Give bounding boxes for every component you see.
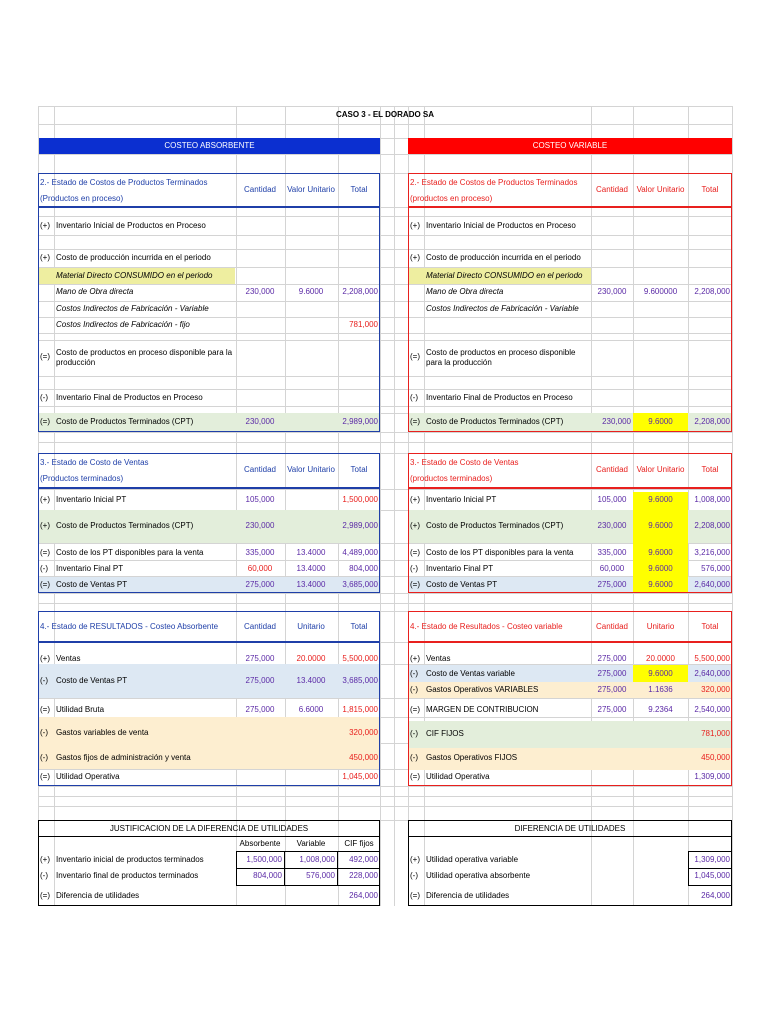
s2r-sign: (-) xyxy=(410,393,418,402)
s3r-label: Costo de Productos Terminados (CPT) xyxy=(426,521,564,530)
s2r-label: Costo de productos en proceso disponible para la producción xyxy=(426,348,576,367)
s4r-label: MARGEN DE CONTRIBUCION xyxy=(426,705,539,714)
s3l-sign: (+) xyxy=(40,521,50,530)
s4r-total: 2,540,000 xyxy=(694,705,730,714)
banner-absorbente: COSTEO ABSORBENTE xyxy=(39,138,380,154)
s4l-label: Ventas xyxy=(56,654,81,663)
s2l-h-total: Total xyxy=(350,185,368,194)
grid-hline xyxy=(38,124,732,125)
grid-hline xyxy=(38,796,732,797)
dif-label: Utilidad operativa variable xyxy=(426,855,519,864)
s3r-total: 576,000 xyxy=(701,564,730,573)
s3l-sign: (=) xyxy=(40,548,50,557)
s4l-h-total: Total xyxy=(350,622,368,631)
just-cif: 264,000 xyxy=(349,891,378,900)
s4l-label: Costo de Ventas PT xyxy=(56,676,128,685)
s3l-label: Costo de los PT disponibles para la venta xyxy=(56,548,204,557)
s3l-total: 4,489,000 xyxy=(342,548,378,557)
s3r-label: Inventario Final PT xyxy=(426,564,494,573)
s2r-sign: (=) xyxy=(410,352,420,361)
s4r-h-cantidad: Cantidad xyxy=(595,622,629,631)
just-cif: 228,000 xyxy=(349,871,378,880)
s3l-label: Inventario Inicial PT xyxy=(56,495,127,504)
s3l-qty: 60,000 xyxy=(247,564,273,573)
s4l-sign: (-) xyxy=(40,753,48,762)
s3r-total: 2,640,000 xyxy=(694,580,730,589)
s3r-total: 2,208,000 xyxy=(694,521,730,530)
s4l-total: 450,000 xyxy=(349,753,378,762)
s4l-label: Utilidad Bruta xyxy=(56,705,105,714)
grid-hline xyxy=(38,432,732,433)
s2r-qty: 230,000 xyxy=(602,417,631,426)
s2l-label: Costos Indirectos de Fabricación - Variable xyxy=(56,304,209,313)
s2r-title: 2.- Estado de Costos de Productos Terminados xyxy=(410,178,578,187)
s4l-title: 4.- Estado de RESULTADOS - Costeo Absorbente xyxy=(40,622,219,631)
s3l-h-unitario: Valor Unitario xyxy=(287,465,335,474)
dif-sign: (-) xyxy=(410,871,418,880)
s3l-label: Costo de Ventas PT xyxy=(56,580,128,589)
s2r-qty: 230,000 xyxy=(597,287,627,296)
sheet-title: CASO 3 - EL DORADO SA xyxy=(335,110,435,119)
s4r-sign: (-) xyxy=(410,753,418,762)
s3r-subtitle: (productos terminados) xyxy=(410,474,493,483)
just-h-absorbente: Absorbente xyxy=(239,839,281,848)
just-sign: (-) xyxy=(40,871,48,880)
just-var: 576,000 xyxy=(306,871,335,880)
s4r-unit: 20.0000 xyxy=(646,654,675,663)
s4l-unit: 6.6000 xyxy=(298,705,324,714)
s2r-label: Costos Indirectos de Fabricación - Variable xyxy=(426,304,579,313)
s2r-sign: (+) xyxy=(410,221,420,230)
s2l-label: Inventario Inicial de Productos en Proceso xyxy=(56,221,206,230)
s2r-label: Inventario Inicial de Productos en Proceso xyxy=(426,221,576,230)
s4r-sign: (=) xyxy=(410,705,420,714)
s4r-title: 4.- Estado de Resultados - Costeo variable xyxy=(410,622,563,631)
s4r-total: 781,000 xyxy=(701,729,730,738)
dif-label: Utilidad operativa absorbente xyxy=(426,871,531,880)
s4r-sign: (=) xyxy=(410,772,420,781)
s3l-sign: (-) xyxy=(40,564,48,573)
s3r-h-cantidad: Cantidad xyxy=(595,465,629,474)
s4r-total: 320,000 xyxy=(701,685,730,694)
s2r-unit: 9.600000 xyxy=(643,287,678,296)
s3l-qty: 335,000 xyxy=(245,548,275,557)
s4l-total: 1,045,000 xyxy=(342,772,378,781)
s3r-total: 1,008,000 xyxy=(694,495,730,504)
s2l-label: Costo de producción incurrida en el periodo xyxy=(56,253,211,262)
s2l-qty: 230,000 xyxy=(245,417,275,426)
grid-hline xyxy=(38,593,732,594)
s3r-total: 3,216,000 xyxy=(694,548,730,557)
s2r-label: Mano de Obra directa xyxy=(426,287,504,296)
s2l-sign: (+) xyxy=(40,253,50,262)
s2r-label: Material Directo CONSUMIDO en el periodo xyxy=(426,271,583,280)
just-label: Inventario inicial de productos terminados xyxy=(56,855,204,864)
just-title: JUSTIFICACION DE LA DIFERENCIA DE UTILIDADES xyxy=(109,823,309,833)
grid-vline xyxy=(732,106,733,906)
banner-variable: COSTEO VARIABLE xyxy=(408,138,732,154)
s4r-qty: 275,000 xyxy=(597,669,627,678)
dif-total: 1,045,000 xyxy=(694,871,730,880)
s4r-h-unitario: Unitario xyxy=(646,622,675,631)
s2l-label: Inventario Final de Productos en Proceso xyxy=(56,393,203,402)
s3l-unit: 13.4000 xyxy=(296,580,326,589)
s4l-sign: (-) xyxy=(40,728,48,737)
s3r-h-total: Total xyxy=(701,465,719,474)
s2l-sign: (+) xyxy=(40,221,50,230)
s3l-sign: (+) xyxy=(40,495,50,504)
s4l-qty: 275,000 xyxy=(245,654,275,663)
grid-hline xyxy=(38,786,732,787)
s3r-label: Costo de los PT disponibles para la venta xyxy=(426,548,574,557)
s2l-qty: 230,000 xyxy=(245,287,275,296)
s2l-h-unitario: Valor Unitario xyxy=(287,185,335,194)
s2l-label: Mano de Obra directa xyxy=(56,287,134,296)
grid-hline xyxy=(38,154,732,155)
s3r-unit: 9.6000 xyxy=(648,580,673,589)
s3r-sign: (=) xyxy=(410,548,420,557)
just-label: Diferencia de utilidades xyxy=(56,891,140,900)
s2l-total: 2,989,000 xyxy=(342,417,378,426)
s4r-qty: 275,000 xyxy=(597,705,627,714)
s2l-label: Costos Indirectos de Fabricación - fijo xyxy=(56,320,190,329)
s3l-total: 1,500,000 xyxy=(342,495,378,504)
s4r-total: 1,309,000 xyxy=(694,772,730,781)
s4r-qty: 275,000 xyxy=(597,654,627,663)
s2l-sign: (-) xyxy=(40,393,48,402)
s3l-label: Costo de Productos Terminados (CPT) xyxy=(56,521,194,530)
s3r-unit: 9.6000 xyxy=(648,495,673,504)
s3r-sign: (+) xyxy=(410,521,420,530)
s3l-h-total: Total xyxy=(350,465,368,474)
s2l-label: Material Directo CONSUMIDO en el periodo xyxy=(56,271,213,280)
s3r-sign: (=) xyxy=(410,580,420,589)
s3r-unit: 9.6000 xyxy=(648,548,673,557)
s2r-unit: 9.6000 xyxy=(648,417,673,426)
s2l-title: 2.- Estado de Costos de Productos Terminados xyxy=(40,178,208,187)
s4r-unit: 9.2364 xyxy=(648,705,673,714)
s3r-qty: 230,000 xyxy=(597,521,627,530)
s4r-unit: 1.1636 xyxy=(648,685,673,694)
s3l-qty: 105,000 xyxy=(245,495,275,504)
just-h-variable: Variable xyxy=(296,839,326,848)
s3l-title: 3.- Estado de Costo de Ventas xyxy=(40,458,149,467)
grid-hline xyxy=(38,442,732,443)
s2l-label: Costo de Productos Terminados (CPT) xyxy=(56,417,194,426)
s4l-qty: 275,000 xyxy=(245,676,275,685)
s4l-qty: 275,000 xyxy=(245,705,275,714)
dif-label: Diferencia de utilidades xyxy=(426,891,510,900)
s2r-sign: (+) xyxy=(410,253,420,262)
s3r-sign: (-) xyxy=(410,564,418,573)
dif-sign: (+) xyxy=(410,855,420,864)
s2r-total: 2,208,000 xyxy=(694,287,730,296)
dif-sign: (=) xyxy=(410,891,420,900)
s3l-unit: 13.4000 xyxy=(296,548,326,557)
s3r-unit: 9.6000 xyxy=(648,521,673,530)
s2r-h-total: Total xyxy=(701,185,719,194)
just-h-cif: CIF fijos xyxy=(344,839,374,848)
s4r-total: 5,500,000 xyxy=(694,654,730,663)
just-sign: (=) xyxy=(40,891,50,900)
s4l-total: 1,815,000 xyxy=(342,705,378,714)
s2r-sign: (=) xyxy=(410,417,420,426)
grid-hline xyxy=(38,603,732,604)
just-var: 1,008,000 xyxy=(299,855,335,864)
grid-hline xyxy=(38,806,732,807)
s2r-label: Costo de Productos Terminados (CPT) xyxy=(426,417,564,426)
just-label: Inventario final de productos terminados xyxy=(56,871,199,880)
s4l-sign: (=) xyxy=(40,705,50,714)
s4l-unit: 13.4000 xyxy=(296,676,326,685)
s2r-h-unitario: Valor Unitario xyxy=(636,185,685,194)
s3l-label: Inventario Final PT xyxy=(56,564,124,573)
s3r-title: 3.- Estado de Costo de Ventas xyxy=(410,458,519,467)
s2l-unit: 9.6000 xyxy=(298,287,324,296)
dif-total: 264,000 xyxy=(701,891,730,900)
s2l-label: Costo de productos en proceso disponible para la producción xyxy=(56,348,233,367)
s3r-label: Costo de Ventas PT xyxy=(426,580,498,589)
s4r-label: Gastos Operativos FIJOS xyxy=(426,753,518,762)
s4l-unit: 20.0000 xyxy=(296,654,326,663)
s2l-sign: (=) xyxy=(40,417,50,426)
spreadsheet xyxy=(38,106,732,906)
s4r-label: Utilidad Operativa xyxy=(426,772,490,781)
s2l-h-cantidad: Cantidad xyxy=(243,185,277,194)
s3r-sign: (+) xyxy=(410,495,420,504)
s2l-sign: (=) xyxy=(40,352,50,361)
s4r-sign: (-) xyxy=(410,685,418,694)
s3l-sign: (=) xyxy=(40,580,50,589)
s4l-total: 5,500,000 xyxy=(342,654,378,663)
s4r-sign: (-) xyxy=(410,669,418,678)
s4l-sign: (+) xyxy=(40,654,50,663)
s3l-subtitle: (Productos terminados) xyxy=(40,474,124,483)
s4l-sign: (-) xyxy=(40,676,48,685)
s4l-h-unitario: Unitario xyxy=(297,622,325,631)
s3r-label: Inventario Inicial PT xyxy=(426,495,497,504)
s4r-sign: (+) xyxy=(410,654,420,663)
s4r-h-total: Total xyxy=(701,622,719,631)
s3r-h-unitario: Valor Unitario xyxy=(636,465,685,474)
just-abs: 804,000 xyxy=(253,871,282,880)
s2l-total: 2,208,000 xyxy=(342,287,378,296)
s2r-total: 2,208,000 xyxy=(694,417,730,426)
s3l-qty: 230,000 xyxy=(245,521,275,530)
dif-title: DIFERENCIA DE UTILIDADES xyxy=(514,823,626,833)
s4r-total: 450,000 xyxy=(701,753,730,762)
s3l-total: 804,000 xyxy=(349,564,378,573)
s4r-label: Ventas xyxy=(426,654,451,663)
s2r-subtitle: (productos en proceso) xyxy=(410,194,493,203)
s4l-label: Utilidad Operativa xyxy=(56,772,120,781)
s3r-qty: 275,000 xyxy=(597,580,627,589)
s3l-total: 3,685,000 xyxy=(342,580,378,589)
s3l-total: 2,989,000 xyxy=(342,521,378,530)
s4r-label: Gastos Operativos VARIABLES xyxy=(426,685,539,694)
s3r-qty: 105,000 xyxy=(597,495,627,504)
s3r-unit: 9.6000 xyxy=(648,564,673,573)
s3r-qty: 335,000 xyxy=(597,548,627,557)
s4r-sign: (-) xyxy=(410,729,418,738)
s4l-label: Gastos variables de venta xyxy=(56,728,149,737)
s2r-label: Costo de producción incurrida en el periodo xyxy=(426,253,581,262)
s4l-total: 320,000 xyxy=(349,728,378,737)
just-abs: 1,500,000 xyxy=(246,855,282,864)
s2r-label: Inventario Final de Productos en Proceso xyxy=(426,393,573,402)
s3l-unit: 13.4000 xyxy=(296,564,326,573)
just-sign: (+) xyxy=(40,855,50,864)
s4l-sign: (=) xyxy=(40,772,50,781)
s3l-qty: 275,000 xyxy=(245,580,275,589)
s4r-label: Costo de Ventas variable xyxy=(426,669,515,678)
s2l-total: 781,000 xyxy=(349,320,378,329)
s4l-label: Gastos fijos de administración y venta xyxy=(56,753,191,762)
s4r-unit: 9.6000 xyxy=(648,669,673,678)
s4l-total: 3,685,000 xyxy=(342,676,378,685)
s3r-qty: 60,000 xyxy=(599,564,625,573)
dif-total: 1,309,000 xyxy=(694,855,730,864)
s4r-total: 2,640,000 xyxy=(694,669,730,678)
s2l-subtitle: (Productos en proceso) xyxy=(40,194,124,203)
s4l-h-cantidad: Cantidad xyxy=(243,622,277,631)
s2r-h-cantidad: Cantidad xyxy=(595,185,629,194)
s4r-label: CIF FIJOS xyxy=(426,729,464,738)
s3l-h-cantidad: Cantidad xyxy=(243,465,277,474)
just-cif: 492,000 xyxy=(349,855,378,864)
s4r-qty: 275,000 xyxy=(597,685,627,694)
